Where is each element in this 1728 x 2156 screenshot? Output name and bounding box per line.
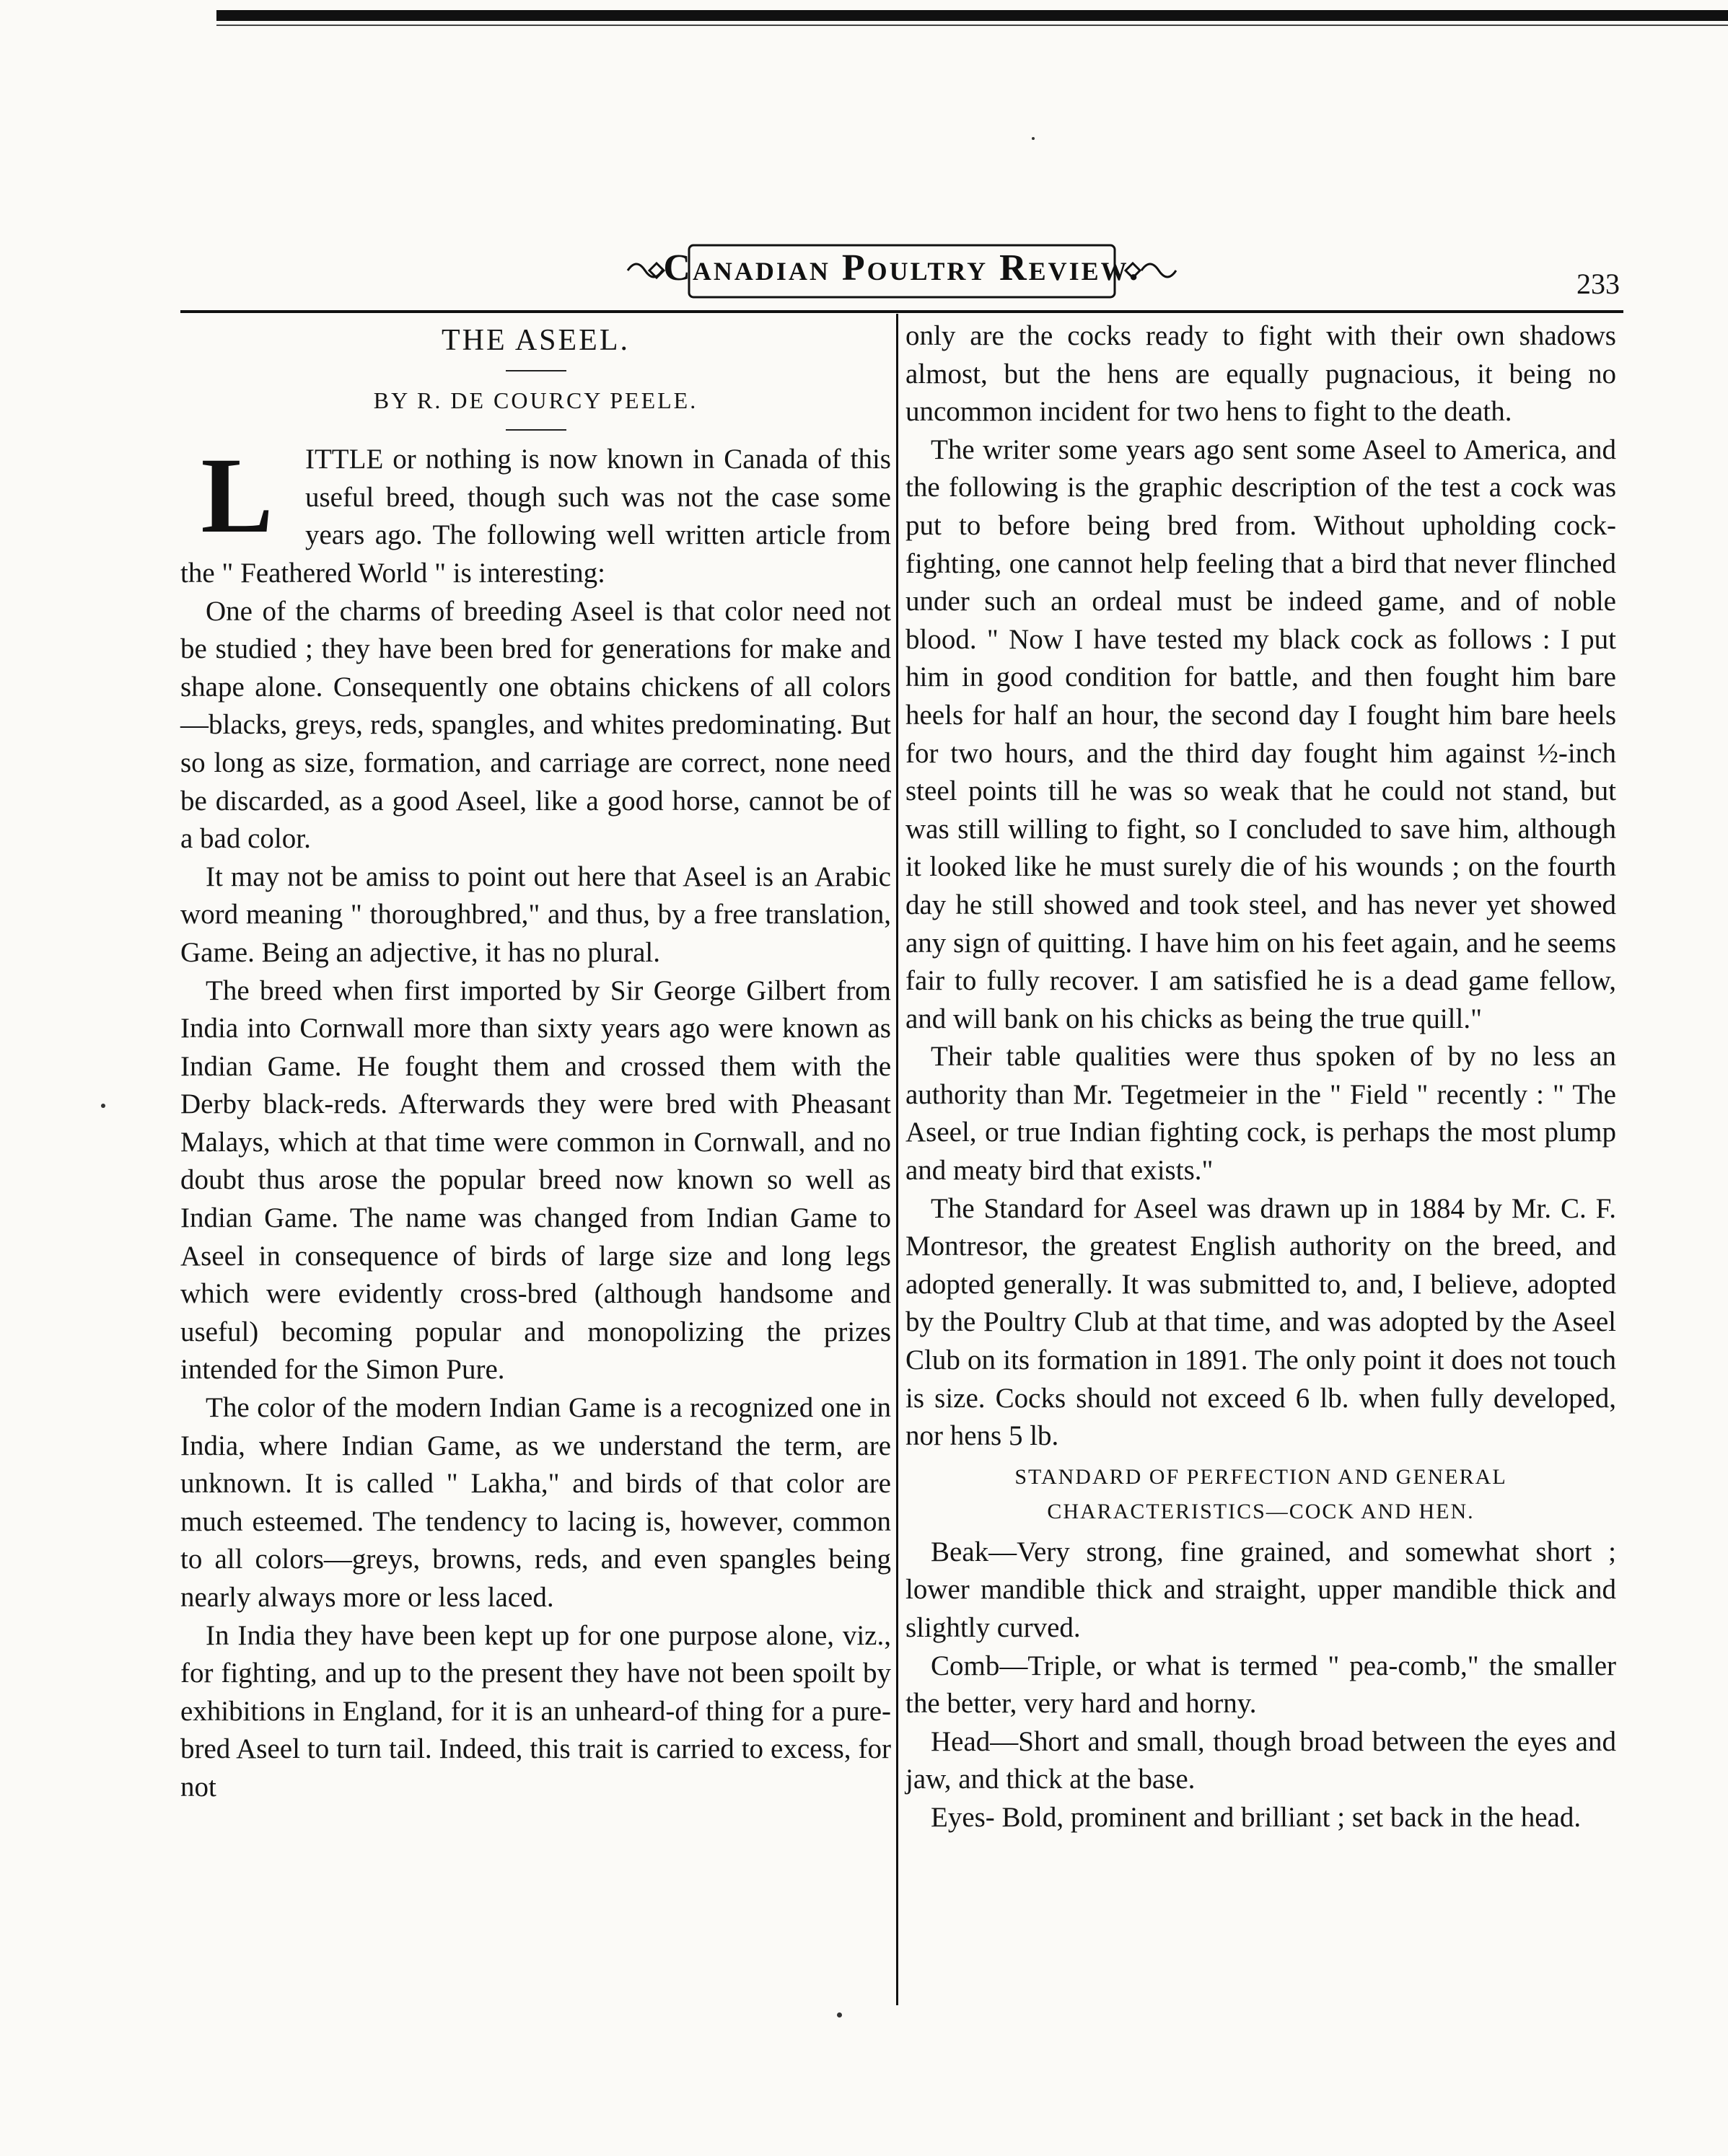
lead-paragraph [180,436,891,592]
print-speck [101,1104,105,1108]
header-rule [180,310,1623,313]
column-divider [896,314,898,2005]
paragraph: In India they have been kept up for one purpose alone, viz., for fighting, and up to the present they have not been spoilt by exhibitions in England, for it is an unheard-of thing for a pure-bred Aseel to turn tail. Indeed, this trait is carried to excess, for not [180,1619,891,1803]
paragraph: Comb—Triple, or what is termed " pea-comb," the smaller the better, very hard and horny. [905,1650,1616,1720]
paragraph: Head—Short and small, though broad between the eyes and jaw, and thick at the base. [905,1725,1616,1795]
paragraph: One of the charms of breeding Aseel is that color need not be studied ; they have been bred for generations for make and shape alone. Consequently one obtains chickens of all colors—blacks, greys, reds, spangles, and whites predominating. But so long as size, formation, and carriage are correct, none need be discarded, as a good Aseel, like a good horse, cannot be of a bad color. [180,595,891,855]
paragraph: The color of the modern Indian Game is a recognized one in India, where Indian Game, as we understand the term, are unknown. It is called " Lakha," and birds of that color are much esteemed. The tendency to lacing is, however, common to all colors—greys, browns, reds, and even spangles being nearly always more or less laced. [180,1392,891,1613]
page-number: 233 [1576,268,1620,300]
paragraph: only are the cocks ready to fight with their own shadows almost, but the hens are equally pugnacious, it being no uncommon incident for two hens to fight to the death. [905,320,1616,428]
paragraph: It may not be amiss to point out here that Aseel is an Arabic word meaning " thoroughbred," and thus, by a free translation, Game. Being an adjective, it has no plural. [180,861,891,968]
top-border-thin-rule [216,25,1728,26]
paragraph: The writer some years ago sent some Aseel to America, and the following is the graphic description of the test a cock was put to before being bred from. Without upholding cock-fighting, one cannot help feeling that a bird that never flinched under such an ordeal must be indeed game, and of noble blood. " Now I have tested my black cock as follows : I put him in good condition for battle, and then fought him bare heels for half an hour, the second day I fought him bare heels for two hours, and the third day fought him against ½-inch steel points till he was so weak that he could not stand, but was still willing to fight, so I concluded to save him, although it looked like he must surely die of his wounds ; on the fourth day he still showed and took steel, and has never yet showed any sign of quitting. I have him on his feet again, and he seems fair to fully recover. I am satisfied he is a dead game fellow, and will bank on his chicks as being the true quill." [905,434,1616,1034]
byline-rule [506,429,566,431]
paragraph: Beak—Very strong, fine grained, and somewhat short ; lower mandible thick and straight, upper mandible thick and slightly curved. [905,1536,1616,1643]
article-byline: BY R. DE COURCY PEELE. [373,387,698,413]
left-column [180,317,891,1807]
paragraph: ITTLE or nothing is now known in Canada of this useful breed, though such was not the case some years ago. The following well written article from the " Feathered World " is interesting: [180,444,891,589]
paragraph: Eyes- Bold, prominent and brilliant ; set back in the head. [931,1801,1582,1833]
standard-heading: STANDARD OF PERFECTION AND GENERAL CHARACTERISTICS—COCK AND HEN. [1014,1464,1507,1523]
print-speck [837,2012,842,2018]
paragraph: The breed when first imported by Sir George Gilbert from India into Cornwall more than sixty years ago were known as Indian Game. He fought them and crossed them with the Derby black-reds. Afterwards they were bred with Pheasant Malays, which at that time were common in Cornwall, and no doubt thus arose the popular breed now known so well as Indian Game. The name was changed from Indian Game to Aseel in consequence of birds of large size and long legs which were evidently cross-bred (although handsome and useful) becoming popular and monopolizing the prizes intended for the Simon Pure. [180,974,891,1386]
drop-cap: L [201,436,273,556]
article-title: THE ASEEL. [442,324,630,357]
paragraph: Their table qualities were thus spoken of by no less an authority than Mr. Tegetmeier in the " Field " recently : " The Aseel, or true Indian fighting cock, is perhaps the most plump and meaty bird that exists." [905,1041,1616,1187]
masthead [620,238,1183,303]
top-border-rule [216,10,1728,21]
print-speck [1032,137,1035,140]
title-rule [506,370,566,371]
masthead-title: Canadian Poultry Review. [663,247,1141,289]
right-column [905,317,1616,1837]
paragraph: The Standard for Aseel was drawn up in 1884 by Mr. C. F. Montresor, the greatest English authority on the breed, and adopted generally. It was submitted to, and, I believe, adopted by the Poultry Club at that time, and was adopted by the Aseel Club on its formation in 1891. The only point it does not touch is size. Cocks should not exceed 6 lb. when fully developed, nor hens 5 lb. [905,1192,1616,1452]
